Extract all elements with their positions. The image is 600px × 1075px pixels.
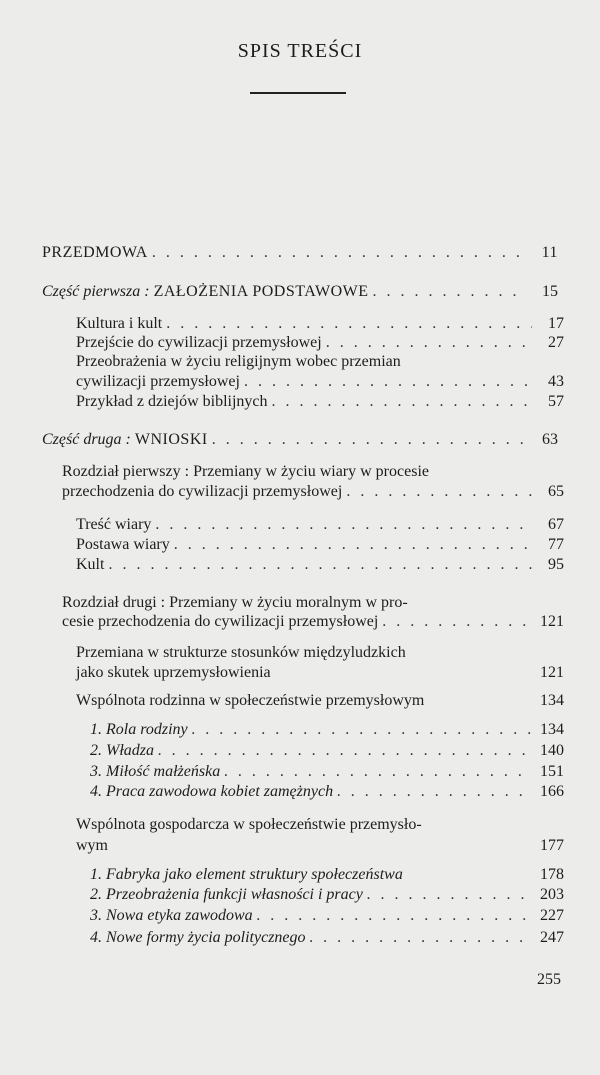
toc-entry-wladza[interactable] — [90, 741, 564, 761]
toc-entry-przeobrazenia-funkcji[interactable] — [90, 885, 564, 905]
entry-label: cesie przechodzenia do cywilizacji przemysłowej — [62, 613, 379, 630]
toc-entry-przedmowa[interactable] — [42, 243, 558, 263]
entry-page: 177 — [540, 837, 564, 854]
toc-entry-kult[interactable] — [76, 555, 564, 575]
entry-label: Wspólnota rodzinna w społeczeństwie przemysłowym — [76, 692, 425, 709]
dot-leader — [212, 430, 526, 450]
dot-leader — [152, 243, 526, 263]
entry-label: 4. Praca zawodowa kobiet zamężnych — [90, 783, 334, 800]
entry-label: PRZEDMOWA — [42, 244, 148, 261]
toc-entry-etyka[interactable] — [90, 906, 564, 926]
entry-page: 121 — [540, 613, 564, 630]
part-prefix: Część druga : — [42, 431, 131, 448]
entry-page: 95 — [548, 556, 564, 573]
entry-label: cywilizacji przemysłowej — [76, 373, 240, 390]
toc-entry-formy[interactable] — [90, 928, 564, 948]
entry-label: 2. Przeobrażenia funkcji własności i pracy — [90, 886, 363, 903]
dot-leader — [373, 282, 526, 302]
toc-entry-kultura[interactable] — [76, 314, 564, 334]
toc-entry-rozdzial-drugi[interactable] — [62, 612, 564, 632]
entry-label: wym — [76, 837, 108, 854]
toc-entry-part-two[interactable] — [42, 430, 558, 450]
entry-label: 3. Nowa etyka zawodowa — [90, 907, 253, 924]
toc-entry-rozdzial-pierwszy[interactable] — [62, 482, 564, 502]
entry-label: przechodzenia do cywilizacji przemysłowej — [62, 483, 343, 500]
entry-page: 151 — [540, 763, 564, 780]
toc-entry-milosc[interactable] — [90, 762, 564, 782]
toc-entry-rozdzial-pierwszy-line1: Rozdział pierwszy : Przemiany w życiu wiary w procesie — [62, 463, 429, 480]
entry-page: 15 — [542, 283, 558, 300]
toc-entry-przemiana-line1: Przemiana w strukturze stosunków międzyludzkich — [76, 644, 406, 661]
toc-entry-wspolnota-gosp-line1: Wspólnota gospodarcza w społeczeństwie przemysło- — [76, 816, 422, 833]
toc-entry-przejscie[interactable] — [76, 333, 564, 353]
entry-label: jako skutek uprzemysłowienia — [76, 664, 271, 681]
entry-page: 27 — [548, 334, 564, 351]
entry-label: Postawa wiary — [76, 536, 170, 553]
entry-label: 1. Rola rodziny — [90, 721, 188, 738]
toc-entry-rola[interactable] — [90, 720, 564, 740]
entry-page: 247 — [540, 929, 564, 946]
toc-entry-tresc[interactable] — [76, 515, 564, 535]
dot-leader — [166, 314, 532, 334]
dot-leader — [244, 372, 532, 392]
entry-page: 67 — [548, 516, 564, 533]
entry-label: Przejście do cywilizacji przemysłowej — [76, 334, 322, 351]
toc-entry-praca[interactable] — [90, 782, 564, 802]
dot-leader — [158, 741, 532, 761]
entry-label: Treść wiary — [76, 516, 152, 533]
entry-page: 77 — [548, 536, 564, 553]
entry-label: Kultura i kult — [76, 315, 163, 332]
dot-leader — [310, 928, 532, 948]
entry-page: 65 — [548, 483, 564, 500]
entry-label: 3. Miłość małżeńska — [90, 763, 221, 780]
entry-page: 227 — [540, 907, 564, 924]
toc-entry-part-one[interactable] — [42, 282, 558, 302]
entry-page: 57 — [548, 393, 564, 410]
entry-page: 166 — [540, 783, 564, 800]
toc-entry-rozdzial-drugi-line1: Rozdział drugi : Przemiany w życiu moralnym w pro- — [62, 594, 408, 611]
entry-page: 11 — [541, 244, 558, 261]
dot-leader — [192, 720, 532, 740]
dot-leader — [108, 555, 532, 575]
dot-leader — [272, 392, 532, 412]
toc-entry-postawa[interactable] — [76, 535, 564, 555]
dot-leader — [346, 482, 532, 502]
entry-page: 140 — [540, 742, 564, 759]
toc-entry-przemiana[interactable] — [76, 663, 564, 683]
title-divider — [250, 92, 346, 94]
toc-entry-przeobrazenia-line1: Przeobrażenia w życiu religijnym wobec przemian — [76, 353, 401, 370]
entry-page: 63 — [542, 431, 558, 448]
page-title: SPIS TREŚCI — [237, 40, 363, 62]
toc-entry-fabryka[interactable] — [90, 865, 564, 885]
dot-leader — [155, 515, 532, 535]
entry-label: 1. Fabryka jako element struktury społeczeństwa — [90, 866, 403, 883]
entry-page: 43 — [548, 373, 564, 390]
part-prefix: Część pierwsza : — [42, 283, 150, 300]
entry-label: ZAŁOŻENIA PODSTAWOWE — [153, 283, 369, 300]
entry-page: 134 — [540, 692, 564, 709]
entry-page: 17 — [548, 315, 564, 332]
entry-page: 178 — [540, 866, 564, 883]
entry-page: 134 — [540, 721, 564, 738]
toc-entry-wspolnota-rodzinna[interactable] — [76, 691, 564, 711]
toc-entry-przeobrazenia[interactable] — [76, 372, 564, 392]
entry-label: Przykład z dziejów biblijnych — [76, 393, 268, 410]
dot-leader — [382, 612, 532, 632]
entry-label: WNIOSKI — [134, 431, 208, 448]
toc-entry-przyklad[interactable] — [76, 392, 564, 412]
toc-entry-wspolnota-gosp[interactable] — [76, 836, 564, 856]
dot-leader — [257, 906, 532, 926]
dot-leader — [174, 535, 532, 555]
entry-label: 4. Nowe formy życia politycznego — [90, 929, 306, 946]
entry-label: 2. Władza — [90, 742, 154, 759]
page-number: 255 — [537, 971, 561, 988]
dot-leader — [224, 762, 532, 782]
dot-leader — [367, 885, 532, 905]
entry-page: 121 — [540, 664, 564, 681]
dot-leader — [337, 782, 532, 802]
dot-leader — [326, 333, 532, 353]
entry-page: 203 — [540, 886, 564, 903]
entry-label: Kult — [76, 556, 105, 573]
